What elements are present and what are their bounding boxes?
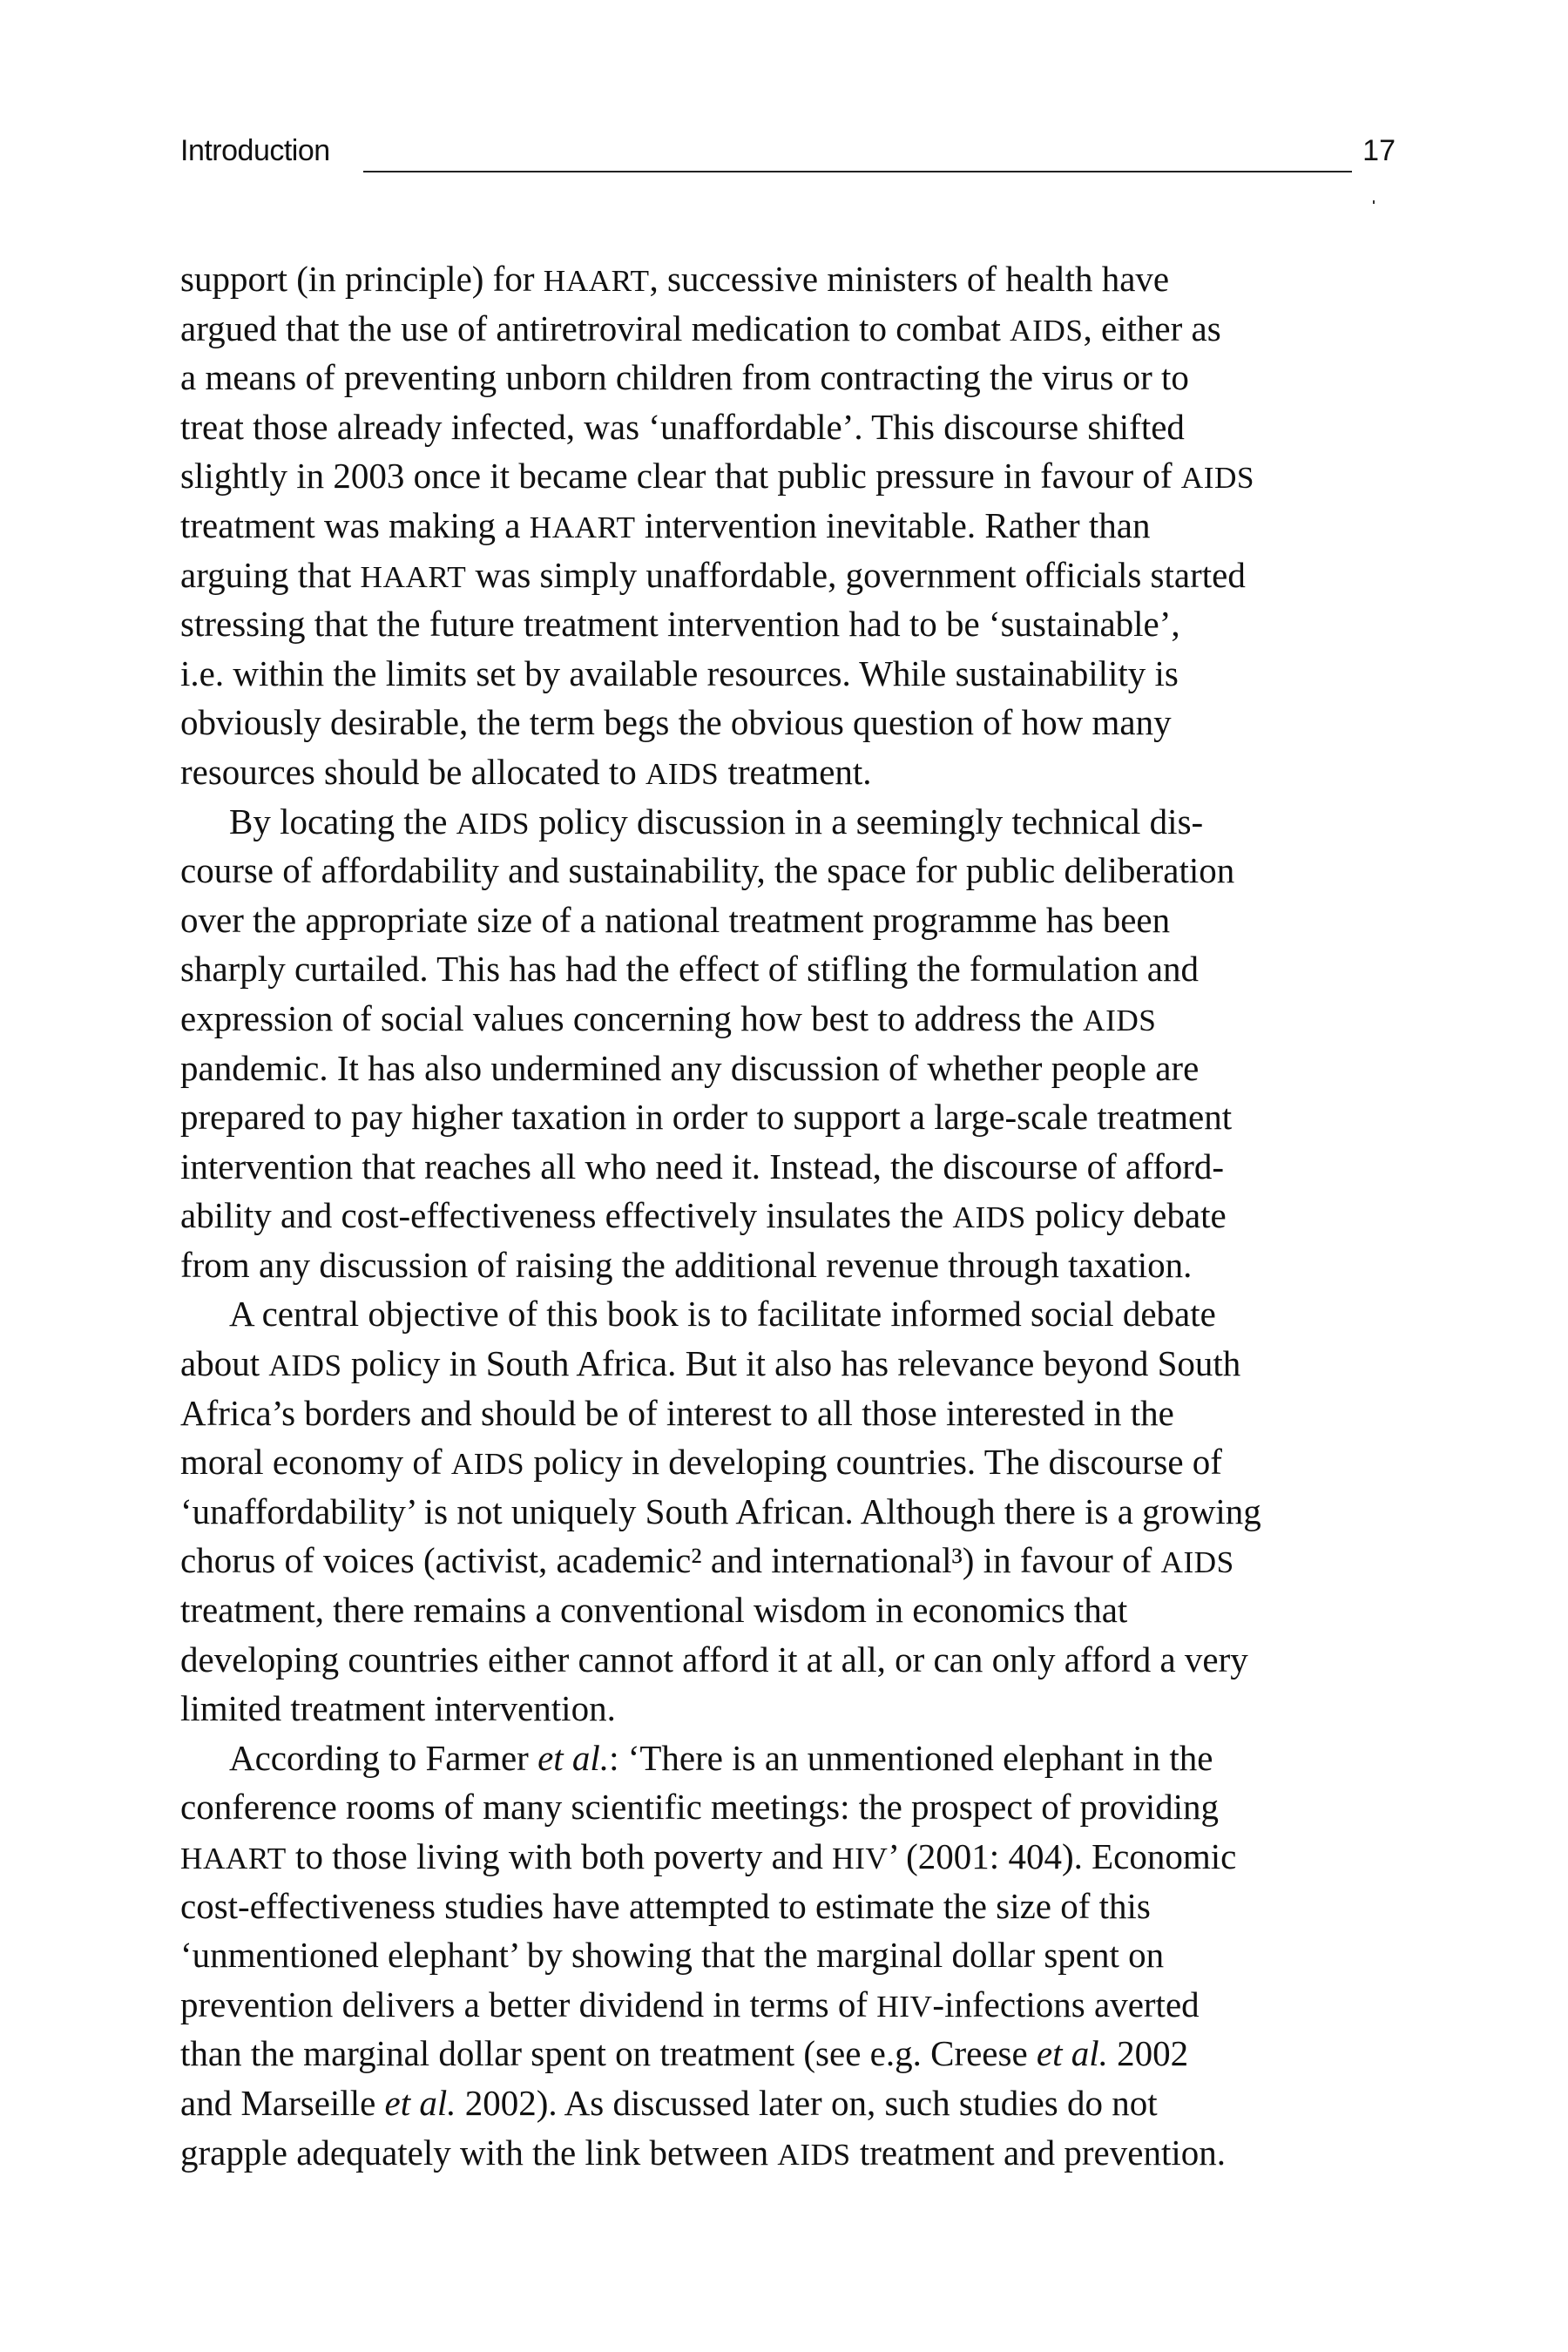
text-line: about AIDS policy in South Africa. But it also has relevance beyond South [180,1343,1241,1384]
running-header-title: Introduction [180,134,330,167]
text-line: developing countries either cannot afford it at all, or can only afford a very [180,1639,1248,1680]
text-line: pandemic. It has also undermined any discussion of whether people are [180,1047,1200,1088]
text-line: arguing that HAART was simply unaffordable, government officials started [180,554,1246,595]
paragraph [180,797,1396,1290]
text-line: By locating the AIDS policy discussion in a seemingly technical dis- [229,801,1204,841]
text-line: obviously desirable, the term begs the obvious question of how many [180,702,1172,743]
text-line: limited treatment intervention. [180,1688,616,1729]
body-text [180,254,1396,2177]
header-rule [363,171,1352,172]
text-line: ‘unmentioned elephant’ by showing that the marginal dollar spent on [180,1935,1165,1976]
paragraph [180,1734,1396,2177]
paragraph [180,1289,1396,1733]
text-line: A central objective of this book is to facilitate informed social debate [229,1294,1216,1335]
text-line: sharply curtailed. This has had the effect of stifling the formulation and [180,949,1199,990]
paragraph [180,254,1396,797]
text-line: Africa’s borders and should be of interest to all those interested in the [180,1392,1174,1433]
text-line: prepared to pay higher taxation in order to support a large-scale treatment [180,1097,1233,1138]
text-line: stressing that the future treatment intervention had to be ‘sustainable’, [180,604,1180,645]
text-line: prevention delivers a better dividend in terms of HIV-infections averted [180,1984,1200,2024]
text-line: treatment was making a HAART intervention inevitable. Rather than [180,504,1151,545]
text-line: a means of preventing unborn children from contracting the virus or to [180,357,1189,398]
text-line: conference rooms of many scientific meetings: the prospect of providing [180,1787,1220,1828]
scan-speck [1373,200,1375,204]
text-line: treatment, there remains a conventional wisdom in economics that [180,1590,1128,1631]
text-line: moral economy of AIDS policy in developing countries. The discourse of [180,1442,1222,1483]
text-line: and Marseille et al. 2002). As discussed later on, such studies do not [180,2082,1158,2123]
text-line: intervention that reaches all who need it. Instead, the discourse of afford- [180,1146,1225,1186]
running-header [180,131,1396,174]
text-line: argued that the use of antiretroviral medication to combat AIDS, either as [180,308,1221,348]
text-line: cost-effectiveness studies have attempted to estimate the size of this [180,1885,1151,1926]
text-line: slightly in 2003 once it became clear that public pressure in favour of AIDS [180,456,1255,497]
text-line: from any discussion of raising the additional revenue through taxation. [180,1244,1193,1285]
text-line: than the marginal dollar spent on treatment (see e.g. Creese et al. 2002 [180,2033,1189,2074]
text-line: expression of social values concerning how best to address the AIDS [180,997,1157,1038]
text-line: course of affordability and sustainability, the space for public deliberation [180,850,1235,891]
text-line: treat those already infected, was ‘unaffordable’. This discourse shifted [180,406,1185,447]
text-line: ability and cost-effectiveness effectively insulates the AIDS policy debate [180,1195,1227,1236]
page-number: 17 [1362,134,1396,167]
text-line: chorus of voices (activist, academic² and international³) in favour of AIDS [180,1540,1234,1581]
text-line: According to Farmer et al.: ‘There is an unmentioned elephant in the [229,1737,1213,1778]
text-line: support (in principle) for HAART, successive ministers of health have [180,259,1170,299]
text-line: grapple adequately with the link between AIDS treatment and prevention. [180,2132,1226,2173]
text-line: HAART to those living with both poverty and HIV’ (2001: 404). Economic [180,1836,1237,1876]
text-line: i.e. within the limits set by available resources. While sustainability is [180,652,1179,693]
text-line: resources should be allocated to AIDS treatment. [180,751,872,792]
text-line: over the appropriate size of a national treatment programme has been [180,899,1171,940]
text-line: ‘unaffordability’ is not uniquely South African. Although there is a growing [180,1490,1261,1531]
